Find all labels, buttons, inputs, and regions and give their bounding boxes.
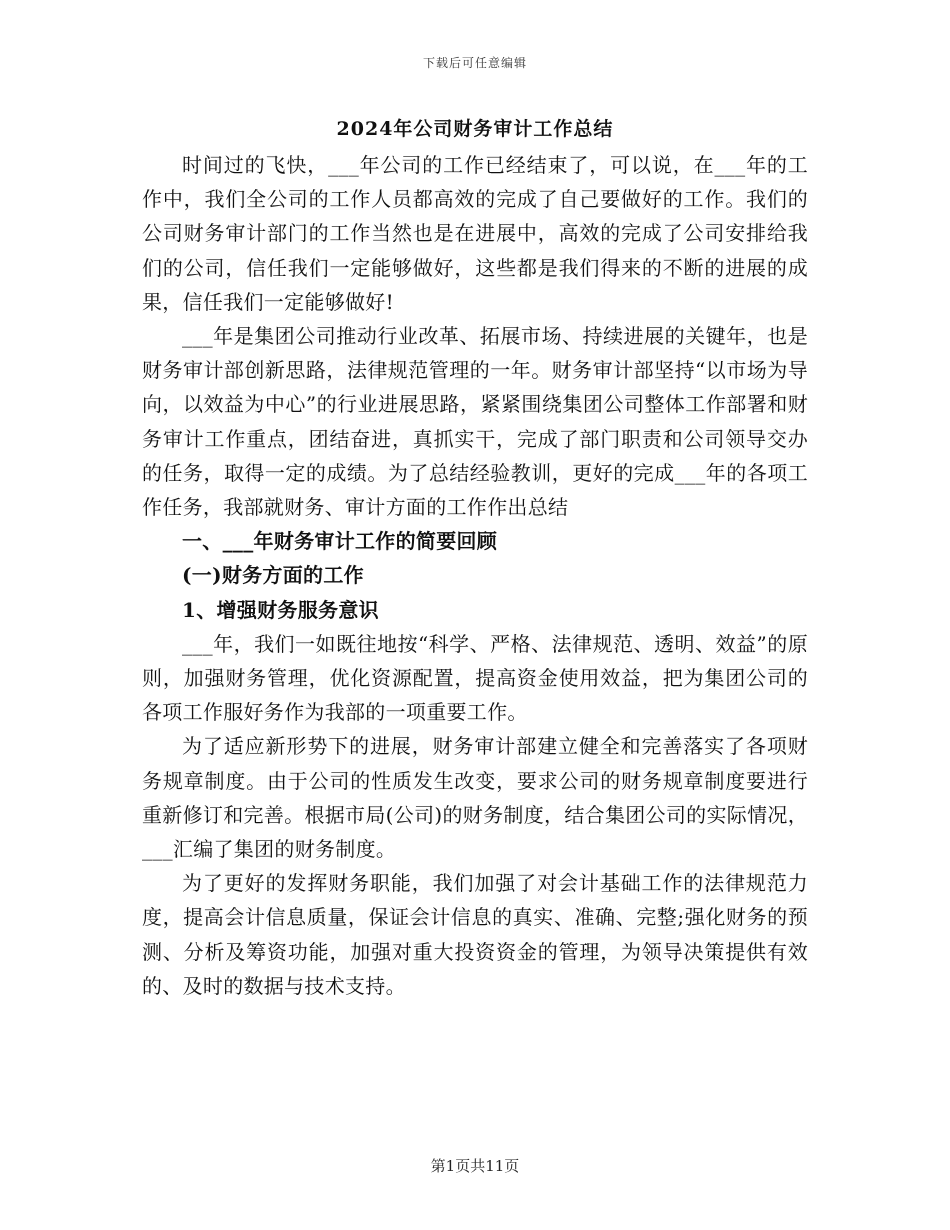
subsection-heading-finance: (一)财务方面的工作 [182, 563, 364, 588]
paragraph-regulations: 为了适应新形势下的进展，财务审计部建立健全和完善落实了各项财务规章制度。由于公司的性质发生改变，要求公司的财务规章制度要进行重新修订和完善。根据市局(公司)的财务制度，结合集团公司的实际情况，___汇编了集团的财务制度。 [142, 734, 808, 862]
item-heading-service: 1、增强财务服务意识 [182, 597, 379, 622]
section-heading-review: 一、___年财务审计工作的简要回顾 [182, 529, 498, 554]
paragraph-principles: ___年，我们一如既往地按“科学、严格、法律规范、透明、效益”的原则，加强财务管理，优化资源配置，提高资金使用效益，把为集团公司的各项工作服好务作为我部的一项重要工作。 [142, 631, 808, 725]
paragraph-overview: ___年是集团公司推动行业改革、拓展市场、持续进展的关键年，也是财务审计部创新思路，法律规范管理的一年。财务审计部坚持“以市场为导向，以效益为中心”的行业进展思路，紧紧围绕集团公司整体工作部署和财务审计工作重点，团结奋进，真抓实干，完成了部门职责和公司领导交办的任务，取得一定的成绩。为了总结经验教训，更好的完成___年的各项工作任务，我部就财务、审计方面的工作作出总结 [142, 324, 808, 520]
paragraph-intro: 时间过的飞快，___年公司的工作已经结束了，可以说，在___年的工作中，我们全公司的工作人员都高效的完成了自己要做好的工作。我们的公司财务审计部门的工作当然也是在进展中，高效的完成了公司安排给我们的公司，信任我们一定能够做好，这些都是我们得来的不断的进展的成果，信任我们一定能够做好! [142, 153, 808, 314]
page-footer: 第1页共11页 [430, 1157, 520, 1175]
paragraph-accounting: 为了更好的发挥财务职能，我们加强了对会计基础工作的法律规范力度，提高会计信息质量，保证会计信息的真实、准确、完整;强化财务的预测、分析及筹资功能，加强对重大投资资金的管理，为领导决策提供有效的、及时的数据与技术支持。 [142, 871, 808, 998]
document-body [142, 148, 808, 1003]
document-title: 2024年公司财务审计工作总结 [336, 118, 614, 140]
header-note: 下载后可任意编辑 [422, 56, 527, 70]
